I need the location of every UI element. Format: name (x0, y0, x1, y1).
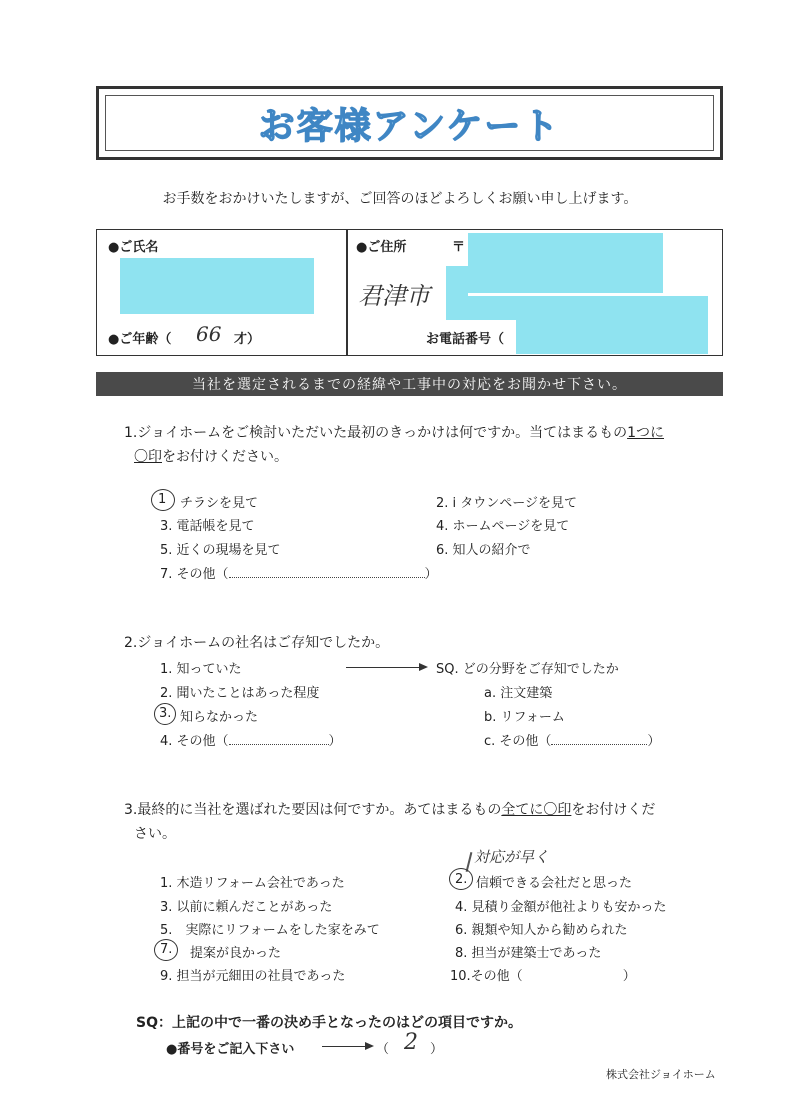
final-sq-answer: 2 (404, 1030, 418, 1055)
q2-option-3: 知らなかった (180, 710, 259, 725)
q3-text-end: をお付けくだ (571, 802, 656, 818)
q3-handwritten-note: 対応が早く (474, 848, 550, 866)
intro-text: お手数をおかけいたしますが、ご回答のほどよろしくお願い申し上げます。 (162, 191, 638, 207)
q1-text (124, 421, 664, 445)
q3-text (124, 798, 655, 822)
q3-option-3: 3. 以前に頼んだことがあった (160, 900, 333, 915)
age-unit: 才） (234, 332, 261, 347)
address-handwritten: 君津市 (358, 282, 430, 310)
q3-option-8: 8. 担当が建築士であった (455, 946, 602, 961)
final-sq-paren-close: ） (430, 1042, 444, 1057)
q3-option-10-label: 10.その他（ (450, 969, 523, 984)
q1-option-1: チラシを見て (180, 496, 259, 511)
q1-option-6: 6. 知人の紹介で (436, 543, 531, 558)
address-redaction-3 (446, 296, 708, 320)
q3-option-4: 4. 見積り金額が他社よりも安かった (455, 900, 667, 915)
q2-sq-other-blank (551, 732, 647, 745)
q3-option-2-number: 2. (455, 872, 468, 887)
name-label: ●ご氏名 (108, 240, 159, 255)
q1-text-main: 1.ジョイホームをご検討いただいた最初のきっかけは何ですか。当てはまるもの (124, 425, 628, 441)
q1-text-end: をお付けください。 (162, 449, 288, 465)
q1-text-emphasis: 1つに (627, 425, 664, 441)
q1-text-circle-mark: 〇印 (134, 449, 162, 465)
section-banner: 当社を選定されるまでの経緯や工事中の対応をお聞かせ下さい。 (96, 372, 723, 396)
age-value: 66 (196, 322, 222, 346)
q2-arrow-icon (419, 663, 428, 671)
q2-option-3-number: 3. (159, 706, 172, 721)
q3-option-2: 信頼できる会社だと思った (476, 876, 633, 891)
phone-label: お電話番号（ (426, 332, 505, 347)
final-sq-text: SQ：上記の中で一番の決め手となったのはどの項目ですか。 (136, 1015, 522, 1031)
info-divider (346, 229, 348, 356)
q2-sq-option-c-close: ） (647, 734, 661, 749)
q3-option-5: 5. 実際にリフォームをした家をみて (160, 923, 380, 938)
q2-other-blank (229, 732, 329, 745)
final-sq-arrow-line (322, 1046, 366, 1047)
final-sq-paren-open: （ (376, 1042, 390, 1057)
q3-option-10 (450, 965, 636, 984)
q2-option-4-close: ） (328, 734, 342, 749)
q2-option-1: 1. 知っていた (160, 662, 242, 677)
q3-option-9: 9. 担当が元細田の社員であった (160, 969, 346, 984)
age-label: ●ご年齢（ (108, 332, 172, 347)
q1-other-blank (229, 565, 425, 578)
q2-sq-option-a: a. 注文建築 (484, 686, 553, 701)
final-sq-prompt: ●番号をご記入下さい (166, 1042, 295, 1057)
q2-sq-option-b: b. リフォーム (484, 710, 565, 725)
q2-option-2: 2. 聞いたことはあった程度 (160, 686, 320, 701)
address-redaction-1 (468, 233, 663, 293)
postal-mark: 〒 (452, 240, 466, 255)
q2-option-4-label: 4. その他（ (160, 734, 229, 749)
q3-option-7: 提案が良かった (190, 946, 282, 961)
address-label: ●ご住所 (356, 240, 407, 255)
q1-option-7-label: 7. その他（ (160, 567, 229, 582)
q1-option-5: 5. 近くの現場を見て (160, 543, 281, 558)
q3-option-10-close: ） (622, 969, 636, 984)
q3-text-line2: さい。 (134, 826, 176, 842)
q3-option-6: 6. 親類や知人から勧められた (455, 923, 628, 938)
q1-text-line2 (134, 445, 288, 469)
q2-sq: SQ. どの分野をご存知でしたか (436, 662, 619, 677)
q2-arrow-line (346, 667, 420, 668)
q3-text-emphasis: 全てに〇印 (501, 802, 572, 818)
q2-text: 2.ジョイホームの社名はご存知でしたか。 (124, 635, 390, 651)
address-redaction-2 (446, 266, 468, 296)
q1-option-1-number: 1 (158, 492, 167, 507)
q2-sq-option-c (484, 730, 660, 749)
title-box (96, 86, 723, 160)
title-inner-frame (105, 95, 714, 151)
q1-option-3: 3. 電話帳を見て (160, 519, 255, 534)
phone-redaction (516, 320, 708, 354)
final-sq-arrow-icon (365, 1042, 374, 1050)
q3-option-1: 1. 木造リフォーム会社であった (160, 876, 345, 891)
q1-option-4: 4. ホームページを見て (436, 519, 570, 534)
q1-option-7-close: ） (424, 567, 438, 582)
q2-option-4 (160, 730, 342, 749)
q3-option-7-number: 7. (160, 942, 173, 957)
company-footer: 株式会社ジョイホーム (606, 1068, 716, 1081)
q2-sq-option-c-label: c. その他（ (484, 734, 552, 749)
q1-option-2: 2. i タウンページを見て (436, 496, 578, 511)
q3-text-main: 3.最終的に当社を選ばれた要因は何ですか。あてはまるもの (124, 802, 502, 818)
survey-title: お客様アンケート (258, 105, 561, 147)
q1-option-7 (160, 563, 438, 582)
name-redaction (120, 258, 314, 314)
